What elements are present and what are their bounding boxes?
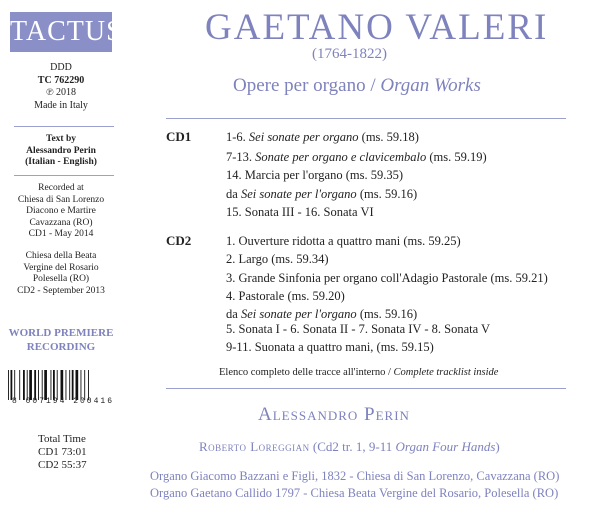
barcode-bar xyxy=(29,370,32,400)
tracklist-note: Elenco completo delle tracce all'interno / Complete tracklist inside xyxy=(219,367,499,378)
album-title-italic: Organ Works xyxy=(380,75,481,96)
cd1-track-3: 14. Marcia per l'organo (ms. 59.35) xyxy=(226,168,403,182)
album-title-plain: Opere per organo / xyxy=(233,75,381,96)
barcode-bar xyxy=(61,370,64,400)
venue2-line3: Polesella (RO) xyxy=(32,274,90,285)
made-in: Made in Italy xyxy=(34,99,88,111)
barcode-bar xyxy=(51,370,52,400)
cd1-track-2: 7-13. Sonate per organo e clavicembalo (ms. 59.19) xyxy=(226,150,487,164)
cd2-track-6: 5. Sonata I - 6. Sonata II - 7. Sonata IV - 8. Sonata V xyxy=(226,322,491,336)
composer-name: GAETANO VALERI xyxy=(205,7,549,48)
left-divider-2 xyxy=(14,175,114,176)
ddd-text: DDD xyxy=(50,62,72,73)
barcode-bar xyxy=(14,370,15,400)
barcode-bar xyxy=(53,370,55,400)
footer-divider xyxy=(166,388,566,389)
text-by-block xyxy=(0,134,122,169)
cd2-track-1: 1. Ouverture ridotta a quattro mani (ms. 59.25) xyxy=(226,234,461,248)
venue2-date: CD2 - September 2013 xyxy=(17,285,105,296)
secondary-name: Roberto Loreggian xyxy=(199,439,310,454)
tactus-logo: TACTUS xyxy=(10,12,112,52)
header-divider xyxy=(166,118,566,119)
performer-name: Alessandro Perin xyxy=(258,404,410,425)
premiere-line1: WORLD PREMIERE xyxy=(8,327,114,339)
cd1-track-5: 15. Sonata III - 16. Sonata VI xyxy=(226,205,374,219)
cd2-track-5: da Sei sonate per l'organo (ms. 59.16) xyxy=(226,307,418,321)
cd1-label: CD1 xyxy=(166,129,192,144)
barcode-bar xyxy=(8,370,9,400)
barcode-bar xyxy=(76,370,79,400)
cd2-label: CD2 xyxy=(166,233,192,248)
composer-dates: (1764-1822) xyxy=(312,46,387,62)
venue1-line3: Cavazzana (RO) xyxy=(29,217,93,228)
phonogram-year: ℗ 2018 xyxy=(45,87,77,98)
organ-line-1: Organo Giacomo Bazzani e Figli, 1832 - Chiesa di San Lorenzo, Cavazzana (RO) xyxy=(150,469,560,483)
album-title xyxy=(233,75,481,97)
left-divider-1 xyxy=(14,126,114,127)
barcode-bar xyxy=(34,370,36,400)
barcode-bar xyxy=(44,370,47,400)
cd1-track-1: 1-6. Sei sonate per organo (ms. 59.18) xyxy=(226,130,419,144)
venue1-line2: Diacono e Martire xyxy=(26,206,96,217)
text-by-label: Text by xyxy=(45,134,76,144)
recorded-at-label: Recorded at xyxy=(38,183,84,193)
venue2-line1: Chiesa della Beata xyxy=(25,251,97,261)
barcode-bar xyxy=(38,370,39,400)
text-languages: (Italian - English) xyxy=(25,157,97,167)
cd1-track-4: da Sei sonate per l'organo (ms. 59.16) xyxy=(226,187,418,201)
text-author: Alessandro Perin xyxy=(26,145,96,156)
barcode-bar xyxy=(69,370,70,400)
barcode-bar xyxy=(11,370,13,400)
cd2-duration: CD2 55:37 xyxy=(38,459,87,471)
barcode-number: 8 007194 200416 xyxy=(11,397,114,406)
barcode-bar xyxy=(23,370,25,400)
barcode-bar xyxy=(57,370,58,400)
barcode-bar xyxy=(81,370,82,400)
venue1-line1: Chiesa di San Lorenzo xyxy=(17,194,105,205)
cd2-track-4: 4. Pastorale (ms. 59.20) xyxy=(226,289,345,303)
total-time-label: Total Time xyxy=(38,433,86,445)
barcode-bar xyxy=(88,370,89,400)
world-premiere-badge xyxy=(0,326,122,354)
cd1-duration: CD1 73:01 xyxy=(38,446,87,458)
label-info xyxy=(0,62,122,112)
recording-venue-2 xyxy=(0,251,122,297)
venue2-line2: Vergine del Rosario xyxy=(23,262,99,273)
barcode-bar xyxy=(84,370,85,400)
cd2-track-3: 3. Grande Sinfonia per organo coll'Adagio Pastorale (ms. 59.21) xyxy=(226,271,548,285)
secondary-performer: Roberto Loreggian (Cd2 tr. 1, 9-11 Organ Four Hands) xyxy=(199,439,500,454)
barcode-bar xyxy=(72,370,74,400)
barcode xyxy=(6,370,116,400)
cd2-track-2: 2. Largo (ms. 59.34) xyxy=(226,252,329,266)
premiere-line2: RECORDING xyxy=(26,341,96,353)
cd2-track-7: 9-11. Suonata a quattro mani, (ms. 59.15) xyxy=(226,340,434,354)
organ-line-2: Organo Gaetano Callido 1797 - Chiesa Beata Vergine del Rosario, Polesella (RO) xyxy=(150,486,559,500)
barcode-bar xyxy=(42,370,43,400)
recording-venue-1 xyxy=(0,183,122,241)
barcode-bar xyxy=(27,370,28,400)
barcode-bar xyxy=(19,370,20,400)
venue1-date: CD1 - May 2014 xyxy=(28,229,94,240)
barcode-bar xyxy=(66,370,67,400)
total-time xyxy=(38,433,128,472)
catalog-number: TC 762290 xyxy=(37,74,85,86)
